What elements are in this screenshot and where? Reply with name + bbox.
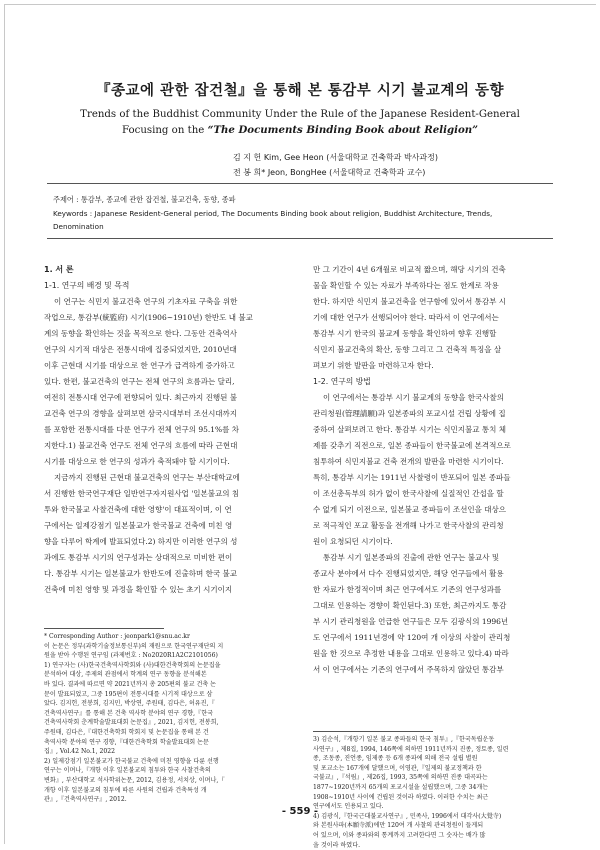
footnote-line: 국불교』,『석림』, 제26집, 1993, 35쪽에 의하면 진종 대곡파는	[313, 774, 488, 782]
body-line: 연구의 시기적 대상은 전통시대에 집중되었지만, 2010년대	[44, 345, 237, 354]
footnote-line: 어 있으며, 이와 종파와의 통계까지 고려한다면 그 숫자는 배가 많	[313, 831, 486, 839]
body-line: 식민지 불교건축의 확산, 동향 그리고 그 건축적 특징을 살	[313, 345, 502, 354]
footnote-line: 변화』, 부산대학교 석사학위논문, 2012, 김용정, 서치상, 이며나,『	[44, 776, 225, 784]
footnote-line: 분석하여 대상, 주제의 관점에서 학계의 연구 동향을 분석해본	[44, 671, 207, 679]
footnotes-left	[44, 632, 300, 805]
keywords-english: Keywords : Japanese Resident-General period, The Documents Binding book about religion, Buddhist Architecture, Trends,	[53, 209, 493, 218]
section-heading: 1. 서 론	[44, 265, 74, 274]
body-line: 원을 한 것으로 추정한 내용을 그대로 인용하고 있다.4) 따라	[313, 649, 509, 658]
footnotes-right	[313, 735, 559, 850]
body-line: 펴보기 위한 발판을 마련하고자 한다.	[313, 361, 434, 370]
body-column-left	[44, 262, 300, 598]
body-line: 로 적극적인 포교 활동을 전개해 나가고 한국사찰의 관리청	[313, 521, 504, 530]
body-line: 그대로 인용하는 경향이 확인된다.3) 또한, 최근까지도 통감	[313, 601, 507, 610]
body-line: 건축에 미친 영향 및 과정을 확인할 수 있는 초기 시기이지	[44, 585, 233, 594]
body-line: 과에도 통감부 시기의 연구성과는 상대적으로 미비한 편이	[44, 553, 233, 562]
footnote-line: 관』,『건축역사연구』, 2012.	[44, 796, 127, 804]
footnote-line: 2) 일제강점기 일본불교가 한국불교 건축에 미친 영향을 다룬 선행	[44, 757, 219, 765]
title-english-italic: “The Documents Binding Book about Religion”	[207, 124, 479, 136]
body-line: 한다. 하지만 식민지 불교건축을 연구함에 있어서 통감부 시	[313, 297, 506, 306]
body-line: 교건축 연구의 경향을 살펴보면 삼국시대부터 조선시대까지	[44, 409, 238, 418]
body-line: 통감부 시기 일본종파의 진출에 관한 연구는 불교사 및	[323, 553, 500, 562]
author-1: 김 지 헌 Kim, Gee Heon (서울대학교 건축학과 박사과정)	[233, 153, 438, 162]
body-line: 물을 확인할 수 있는 자료가 부족하다는 점도 한계로 작용	[313, 281, 499, 290]
body-line: 만 그 기간이 4년 6개월로 비교적 짧으며, 해당 시기의 건축	[313, 265, 506, 274]
body-line: 구에서는 일제강점기 일본불교가 한국불교 건축에 미친 영	[44, 521, 233, 530]
footnote-line: 사연구』, 제8집, 1994, 146쪽에 의하면 1911년까지 진종, 정토종, 일련	[313, 745, 509, 753]
body-line: 종교사 분야에서 다수 진행되었지만, 해당 연구들에서 활용	[313, 569, 504, 578]
body-line: 여전히 전통시대 연구에 편향되어 있다. 최근까지 진행된 불	[44, 393, 237, 402]
title-english-prefix: Focusing on the	[121, 125, 205, 136]
body-line: 투와 한국불교 사찰건축에 대한 영향'이 대표적이며, 이 연	[44, 505, 232, 514]
footnote-line: 종, 조동종, 진언종, 임제종 등 6개 종파에 의해 전국 설립 별원	[313, 755, 478, 763]
footnote-line: 1908~1910년 사이에 건립된 것이라 하였다. 이러한 수치는 최근	[313, 793, 489, 801]
footnote-line: 았다. 김지헌, 전봉희, 김지민, 박상연, 주원태, 김다은, 허유진,『	[44, 700, 215, 708]
body-line: 한 자료가 한정적이며 최근 연구에서도 기존의 연구성과를	[313, 585, 502, 594]
body-line: 도 연구에서 1911년경에 약 120여 개 이상의 사찰이 관리청	[313, 633, 511, 642]
body-line: 부 시기 관리청원을 언급한 연구들은 모두 김광식의 1996년	[313, 617, 509, 626]
footnote-line: 건축역사학회 춘계학술발표대회 논문집』, 2021, 김지헌, 전봉희,	[44, 719, 219, 727]
footnote-line: 원을 받아 수행된 연구임 (과제번호 : No2020R1A2C2101056)	[44, 652, 218, 660]
footnote-line: * Corresponding Author : jeonpark1@snu.ac.kr	[44, 633, 190, 640]
body-line: 이 연구는 식민지 불교건축 연구의 기초자료 구축을 위한	[54, 297, 238, 306]
keywords-top-rule	[47, 183, 553, 184]
body-line: 다. 통감부 시기는 일본불교가 한반도에 진출하며 한국 불교	[44, 569, 237, 578]
body-line: 통감부 시기 한국의 불교계 동향을 확인하여 향후 진행할	[313, 329, 497, 338]
footnote-line: 주원태, 김다은,『대한건축학회 학회지 및 논문집을 통해 본 건	[44, 728, 209, 736]
footnote-rule-right	[313, 731, 433, 732]
subsection-heading: 1-1. 연구의 배경 및 목적	[44, 281, 130, 290]
body-line: 원이 요청되던 시기이다.	[313, 537, 393, 546]
footnote-line: 문이 발표되었고, 그중 195편이 전통시대를 시기적 대상으로 삼	[44, 690, 213, 698]
footnote-rule-left	[44, 628, 164, 629]
body-line: 이 조선총독부의 허가 없이 한국사찰에 실질적인 간섭을 할	[313, 489, 504, 498]
page-number: - 559 -	[281, 806, 319, 817]
body-line: 서 진행한 한국연구재단 일반연구자지원사업 '일본불교의 침	[44, 489, 240, 498]
footnote-line: 건축역사연구』를 통해 본 건축 역사학 분야의 연구 경향,『한국	[44, 709, 213, 717]
body-line: 중하여 살펴보려고 한다. 통감부 시기는 식민지불교 통치 체	[313, 425, 506, 434]
body-line: 계의 동향을 확인하는 것을 목적으로 한다. 그동안 건축역사	[44, 329, 237, 338]
author-2: 전 봉 희* Jeon, BongHee (서울대학교 건축학과 교수)	[233, 168, 426, 177]
body-line: 시기를 대상으로 한 연구의 성과가 축적돼야 할 시기이다.	[44, 457, 230, 466]
footnote-line: 연구는 이며나,『개항 이후 일본불교의 침투와 한국 사찰건축의	[44, 767, 211, 775]
footnote-line: 1877~1920년까지 65개의 포교시설을 설립했으며, 그중 34개는	[313, 783, 489, 791]
body-line: 침투하여 식민지불교 건축 전개의 발판을 마련한 시기이다.	[313, 457, 504, 466]
body-line: 향을 다루어 학계에 발표되었다.2) 하지만 이러한 연구의 성	[44, 537, 238, 546]
body-line: 지금까지 진행된 근현대 불교건축의 연구는 부산대학교에	[54, 473, 240, 482]
body-line: 이 연구에서는 통감부 시기 불교계의 동향을 한국사찰의	[323, 393, 504, 402]
keywords-english-cont: Denomination	[53, 222, 104, 231]
body-line: 제를 갖추기 직전으로, 일본 종파들이 한국불교에 본격적으로	[313, 441, 511, 450]
footnote-line: 집』, Vol.42 No.1, 2022	[44, 748, 116, 756]
body-line: 기에 대한 연구가 선행되어야 한다. 따라서 이 연구에서는	[313, 313, 499, 322]
body-line: 서 이 연구에서는 기존의 연구에서 주목하지 않았던 통감부	[313, 665, 504, 674]
footnote-line: 1) 연구자는 (사)한국건축역사학회와 (사)대한건축학회의 논문집을	[44, 661, 221, 669]
title-korean: 『종교에 관한 잡건철』을 통해 본 통감부 시기 불교계의 동향	[95, 82, 505, 99]
footnote-line: 바 있다. 결과에 따르면 약 2021년까지 총 205편의 불교 건축 논	[44, 680, 217, 688]
body-line: 특히, 통감부 시기는 1911년 사찰령이 반포되어 일본 종파들	[313, 473, 511, 482]
title-english-line2	[0, 123, 600, 138]
page-border-top	[4, 4, 596, 5]
footnote-line: 축역사학 분야의 연구 경향,『대한건축학회 학술발표대회 논문	[44, 738, 209, 746]
body-line: 지한다.1) 불교건축 연구도 전체 연구의 흐름에 따라 근현대	[44, 441, 238, 450]
body-line: 를 포함한 전통시대를 다룬 연구가 전체 연구의 95.1%를 차	[44, 425, 240, 434]
footnote-line: 개항 이후 일본불교의 침투에 따른 사원의 건립과 건축특성 개	[44, 786, 207, 794]
keywords-bottom-rule	[47, 238, 553, 239]
subsection-heading: 1-2. 연구의 방법	[313, 377, 371, 386]
footnote-line: 4) 김광식,『한국근대불교사연구』, 민족사, 1996에서 대각사(大覺寺)	[313, 812, 502, 820]
body-line: 수 없게 되기 이전으로, 일본불교 종파들이 조선인을 대상으	[313, 505, 506, 514]
footnote-line: 이 논문은 정부(과학기술정보통신부)의 재원으로 한국연구재단의 지	[44, 642, 224, 650]
body-line: 작업으로, 통감부(統監府) 시기(1906~1910년) 한반도 내 불교	[44, 313, 253, 322]
footnote-line: 을 것이라 하였다.	[313, 841, 361, 849]
footnote-line: 연구에서도 인용되고 있다.	[313, 803, 384, 811]
keywords-korean: 주제어 : 통감부, 종교에 관한 잡건철, 불교건축, 동향, 종파	[53, 195, 236, 204]
body-column-right	[313, 262, 559, 678]
footnote-line: 3) 김순석,『개항기 일본 불교 종파들의 한국 침투』,『한국독립운동	[313, 736, 495, 743]
footnote-line: 및 포교소는 167개에 달했으며, 이영관,『일제의 불교정책과 한	[313, 764, 482, 772]
body-line: 관리청원(管理請願)과 일본종파의 포교시설 건립 상황에 집	[313, 409, 506, 418]
body-line: 이후 근현대 시기를 대상으로 한 연구가 급격하게 증가하고	[44, 361, 235, 370]
title-english-line1: Trends of the Buddhist Community Under the Rule of the Japanese Resident-General	[80, 109, 520, 120]
footnote-line: 와 본원사파(本願寺派)에만 120여 개 사찰의 관리청원이 들게되	[313, 822, 484, 830]
body-line: 있다. 한편, 불교건축의 연구는 전체 연구의 흐름과는 달리,	[44, 377, 235, 386]
